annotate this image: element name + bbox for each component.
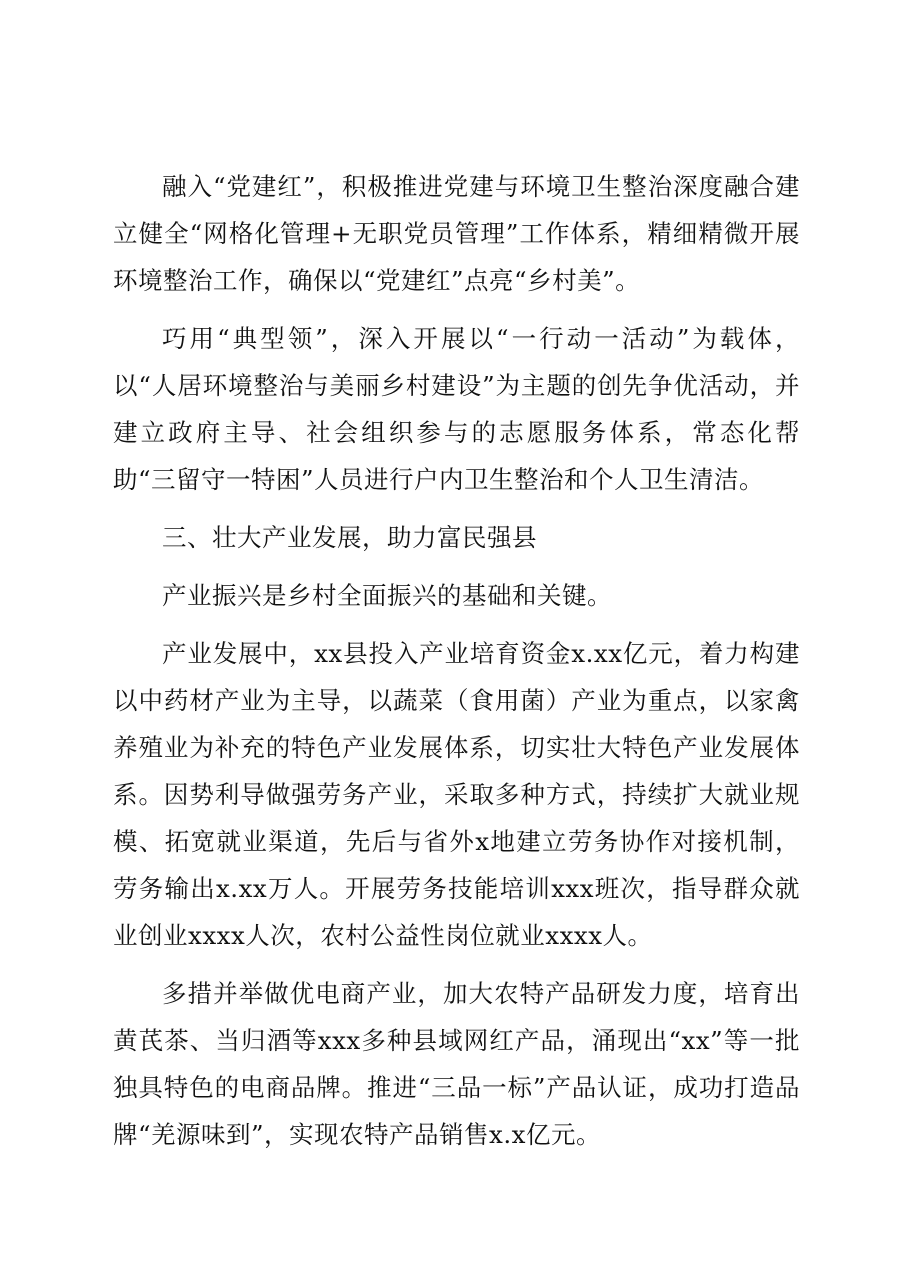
paragraph-ecommerce: 多措并举做优电商产业，加大农特产品研发力度，培育出黄芪茶、当归酒等xxx多种县域网红产品，涌现出“xx”等一批独具特色的电商品牌。推进“三品一标”产品认证，成功打造品牌“羌源味到”，实现农特产品销售x.x亿元。	[113, 979, 800, 1149]
paragraph-typical-examples: 巧用“典型领”，深入开展以“一行动一活动”为载体，以“人居环境整治与美丽乡村建设”为主题的创先争优活动，并建立政府主导、社会组织参与的志愿服务体系，常态化帮助“三留守一特困”人员进行户内卫生整治和个人卫生清洁。	[113, 324, 800, 494]
section-heading-industry: 三、壮大产业发展，助力富民强县	[162, 523, 537, 552]
document-body	[113, 163, 800, 1158]
paragraph-industry-development: 产业发展中，xx县投入产业培育资金x.xx亿元，着力构建以中药材产业为主导，以蔬菜（食用菌）产业为重点，以家禽养殖业为补充的特色产业发展体系，切实壮大特色产业发展体系。因势利导做强劳务产业，采取多种方式，持续扩大就业规模、拓宽就业渠道，先后与省外x地建立劳务协作对接机制，劳务输出x.xx万人。开展劳务技能培训xxx班次，指导群众就业创业xxxx人次，农村公益性岗位就业xxxx人。	[113, 639, 800, 950]
paragraph-party-building: 融入“党建红”，积极推进党建与环境卫生整治深度融合建立健全“网格化管理+无职党员管理”工作体系，精细精微开展环境整治工作，确保以“党建红”点亮“乡村美”。	[113, 172, 800, 295]
paragraph-industry-foundation: 产业振兴是乡村全面振兴的基础和关键。	[162, 581, 612, 610]
